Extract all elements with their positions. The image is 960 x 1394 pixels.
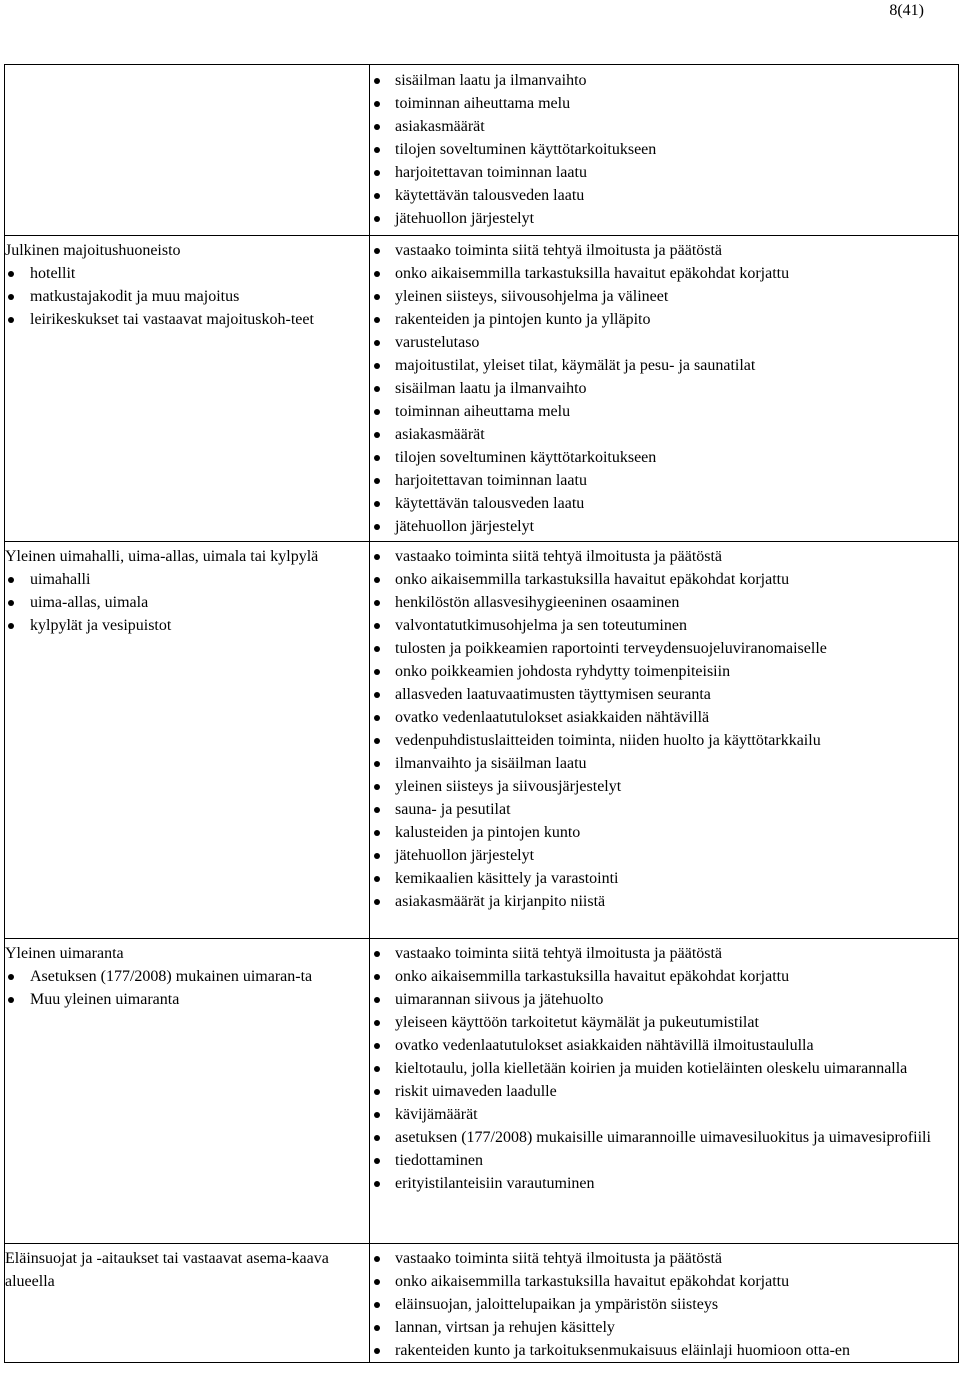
checklist-item: tilojen soveltuminen käyttötarkoitukseen — [370, 138, 958, 161]
checklist-item: vastaako toiminta siitä tehtyä ilmoitusta ja päätöstä — [370, 942, 958, 965]
checklist-item: asiakasmäärät — [370, 115, 958, 138]
category-item: kylpylät ja vesipuistot — [5, 614, 369, 637]
bullet-icon — [374, 807, 380, 813]
checklist-item: kieltotaulu, jolla kielletään koirien ja muiden kotieläinten oleskelu uimarannalla — [370, 1057, 958, 1080]
category-cell — [5, 236, 370, 542]
bullet-icon — [8, 577, 14, 583]
checklist-item: toiminnan aiheuttama melu — [370, 92, 958, 115]
page-number: 8(41) — [889, 2, 924, 19]
checklist-item: rakenteiden ja pintojen kunto ja ylläpito — [370, 308, 958, 331]
bullet-icon — [374, 1043, 380, 1049]
checklist-item: vastaako toiminta siitä tehtyä ilmoitusta ja päätöstä — [370, 1247, 958, 1270]
bullet-icon — [8, 974, 14, 980]
bullet-icon — [374, 951, 380, 957]
bullet-icon — [374, 853, 380, 859]
checklist-cell — [370, 939, 959, 1244]
checklist-item: majoitustilat, yleiset tilat, käymälät ja pesu- ja saunatilat — [370, 354, 958, 377]
checklist-item: vastaako toiminta siitä tehtyä ilmoitusta ja päätöstä — [370, 545, 958, 568]
bullet-icon — [374, 554, 380, 560]
bullet-icon — [374, 600, 380, 606]
checklist-item: tulosten ja poikkeamien raportointi terveydensuojeluviranomaiselle — [370, 637, 958, 660]
checklist-item: tiedottaminen — [370, 1149, 958, 1172]
bullet-icon — [374, 899, 380, 905]
checklist-item: sisäilman laatu ja ilmanvaihto — [370, 377, 958, 400]
checklist-item: asiakasmäärät — [370, 423, 958, 446]
bullet-icon — [374, 432, 380, 438]
bullet-icon — [374, 876, 380, 882]
checklist — [370, 942, 958, 1195]
bullet-icon — [374, 455, 380, 461]
category-cell — [5, 939, 370, 1244]
bullet-icon — [374, 193, 380, 199]
category-cell — [5, 65, 370, 236]
category-cell — [5, 1244, 370, 1363]
checklist-item: asiakasmäärät ja kirjanpito niistä — [370, 890, 958, 913]
bullet-icon — [374, 340, 380, 346]
checklist-cell — [370, 542, 959, 939]
checklist-item: onko poikkeamien johdosta ryhdytty toimenpiteisiin — [370, 660, 958, 683]
checklist-cell — [370, 1244, 959, 1363]
bullet-icon — [374, 147, 380, 153]
category-cell — [5, 542, 370, 939]
checklist-item: yleiseen käyttöön tarkoitetut käymälät ja pukeutumistilat — [370, 1011, 958, 1034]
table-row — [5, 236, 959, 542]
table-row — [5, 542, 959, 939]
checklist-item: riskit uimaveden laadulle — [370, 1080, 958, 1103]
category-title: Julkinen majoitushuoneisto — [5, 242, 181, 259]
checklist-item: kalusteiden ja pintojen kunto — [370, 821, 958, 844]
bullet-icon — [374, 271, 380, 277]
bullet-icon — [8, 623, 14, 629]
bullet-icon — [8, 294, 14, 300]
bullet-icon — [374, 830, 380, 836]
bullet-icon — [374, 1158, 380, 1164]
bullet-icon — [374, 124, 380, 130]
category-list — [5, 965, 369, 1011]
bullet-icon — [8, 317, 14, 323]
checklist — [370, 239, 958, 538]
category-item: leirikeskukset tai vastaavat majoituskoh-teet — [5, 308, 369, 331]
checklist-item: yleinen siisteys, siivousohjelma ja välineet — [370, 285, 958, 308]
checklist-item: kävijämäärät — [370, 1103, 958, 1126]
checklist-item: valvontatutkimusohjelma ja sen toteutuminen — [370, 614, 958, 637]
checklist-item: kemikaalien käsittely ja varastointi — [370, 867, 958, 890]
checklist-item: onko aikaisemmilla tarkastuksilla havaitut epäkohdat korjattu — [370, 1270, 958, 1293]
category-item: uimahalli — [5, 568, 369, 591]
checklist-item: sauna- ja pesutilat — [370, 798, 958, 821]
bullet-icon — [374, 1089, 380, 1095]
checklist-item: allasveden laatuvaatimusten täyttymisen seuranta — [370, 683, 958, 706]
category-item: matkustajakodit ja muu majoitus — [5, 285, 369, 308]
checklist-item: henkilöstön allasvesihygieeninen osaaminen — [370, 591, 958, 614]
bullet-icon — [374, 1135, 380, 1141]
checklist-item: vastaako toiminta siitä tehtyä ilmoitusta ja päätöstä — [370, 239, 958, 262]
category-title: Eläinsuojat ja -aitaukset tai vastaavat asema-kaava alueella — [5, 1250, 329, 1290]
checklist-item: käytettävän talousveden laatu — [370, 184, 958, 207]
category-item: Asetuksen (177/2008) mukainen uimaran-ta — [5, 965, 369, 988]
bullet-icon — [8, 271, 14, 277]
checklist-item: jätehuollon järjestelyt — [370, 515, 958, 538]
bullet-icon — [374, 761, 380, 767]
checklist — [370, 545, 958, 913]
bullet-icon — [374, 974, 380, 980]
bullet-icon — [374, 1181, 380, 1187]
checklist-item: onko aikaisemmilla tarkastuksilla havaitut epäkohdat korjattu — [370, 965, 958, 988]
bullet-icon — [374, 997, 380, 1003]
checklist-item: rakenteiden kunto ja tarkoituksenmukaisuus eläinlaji huomioon otta-en — [370, 1339, 958, 1362]
bullet-icon — [374, 170, 380, 176]
bullet-icon — [374, 501, 380, 507]
bullet-icon — [374, 248, 380, 254]
table-row — [5, 939, 959, 1244]
bullet-icon — [374, 692, 380, 698]
checklist-item: vedenpuhdistuslaitteiden toiminta, niiden huolto ja käyttötarkkailu — [370, 729, 958, 752]
category-list — [5, 568, 369, 637]
checklist-item: asetuksen (177/2008) mukaisille uimarannoille uimavesiluokitus ja uimavesiprofiili — [370, 1126, 958, 1149]
checklist-item: uimarannan siivous ja jätehuolto — [370, 988, 958, 1011]
checklist-cell — [370, 65, 959, 236]
table-row — [5, 1244, 959, 1363]
bullet-icon — [374, 646, 380, 652]
bullet-icon — [374, 317, 380, 323]
checklist — [370, 69, 958, 230]
checklist-item: yleinen siisteys ja siivousjärjestelyt — [370, 775, 958, 798]
checklist-item: ovatko vedenlaatutulokset asiakkaiden nähtävillä ilmoitustaululla — [370, 1034, 958, 1057]
checklist-item: erityistilanteisiin varautuminen — [370, 1172, 958, 1195]
bullet-icon — [374, 715, 380, 721]
checklist-item: jätehuollon järjestelyt — [370, 844, 958, 867]
checklist-item: tilojen soveltuminen käyttötarkoitukseen — [370, 446, 958, 469]
category-item: hotellit — [5, 262, 369, 285]
bullet-icon — [374, 738, 380, 744]
checklist-cell — [370, 236, 959, 542]
bullet-icon — [374, 1020, 380, 1026]
bullet-icon — [374, 1066, 380, 1072]
bullet-icon — [8, 997, 14, 1003]
category-title: Yleinen uimahalli, uima-allas, uimala tai kylpylä — [5, 548, 319, 565]
checklist-item: onko aikaisemmilla tarkastuksilla havaitut epäkohdat korjattu — [370, 262, 958, 285]
table-body — [5, 65, 959, 1363]
bullet-icon — [374, 386, 380, 392]
bullet-icon — [374, 1302, 380, 1308]
bullet-icon — [374, 524, 380, 530]
checklist-item: ilmanvaihto ja sisäilman laatu — [370, 752, 958, 775]
bullet-icon — [374, 577, 380, 583]
bullet-icon — [374, 1256, 380, 1262]
bullet-icon — [374, 784, 380, 790]
bullet-icon — [374, 294, 380, 300]
category-title: Yleinen uimaranta — [5, 945, 124, 962]
checklist-item: jätehuollon järjestelyt — [370, 207, 958, 230]
bullet-icon — [374, 216, 380, 222]
checklist-item: eläinsuojan, jaloittelupaikan ja ympäristön siisteys — [370, 1293, 958, 1316]
checklist-item: käytettävän talousveden laatu — [370, 492, 958, 515]
bullet-icon — [374, 1348, 380, 1354]
category-list — [5, 262, 369, 331]
checklist-item: harjoitettavan toiminnan laatu — [370, 469, 958, 492]
category-item: uima-allas, uimala — [5, 591, 369, 614]
category-item: Muu yleinen uimaranta — [5, 988, 369, 1011]
checklist-item: ovatko vedenlaatutulokset asiakkaiden nähtävillä — [370, 706, 958, 729]
checklist-item: varustelutaso — [370, 331, 958, 354]
bullet-icon — [374, 623, 380, 629]
table-row — [5, 65, 959, 236]
checklist-item: harjoitettavan toiminnan laatu — [370, 161, 958, 184]
bullet-icon — [374, 78, 380, 84]
bullet-icon — [374, 409, 380, 415]
checklist-item: sisäilman laatu ja ilmanvaihto — [370, 69, 958, 92]
bullet-icon — [374, 1279, 380, 1285]
bullet-icon — [374, 101, 380, 107]
checklist-item: onko aikaisemmilla tarkastuksilla havaitut epäkohdat korjattu — [370, 568, 958, 591]
bullet-icon — [374, 478, 380, 484]
checklist-item: lannan, virtsan ja rehujen käsittely — [370, 1316, 958, 1339]
bullet-icon — [374, 1112, 380, 1118]
checklist-item: toiminnan aiheuttama melu — [370, 400, 958, 423]
bullet-icon — [8, 600, 14, 606]
bullet-icon — [374, 363, 380, 369]
checklist — [370, 1247, 958, 1362]
inspection-table — [4, 64, 959, 1363]
bullet-icon — [374, 669, 380, 675]
bullet-icon — [374, 1325, 380, 1331]
